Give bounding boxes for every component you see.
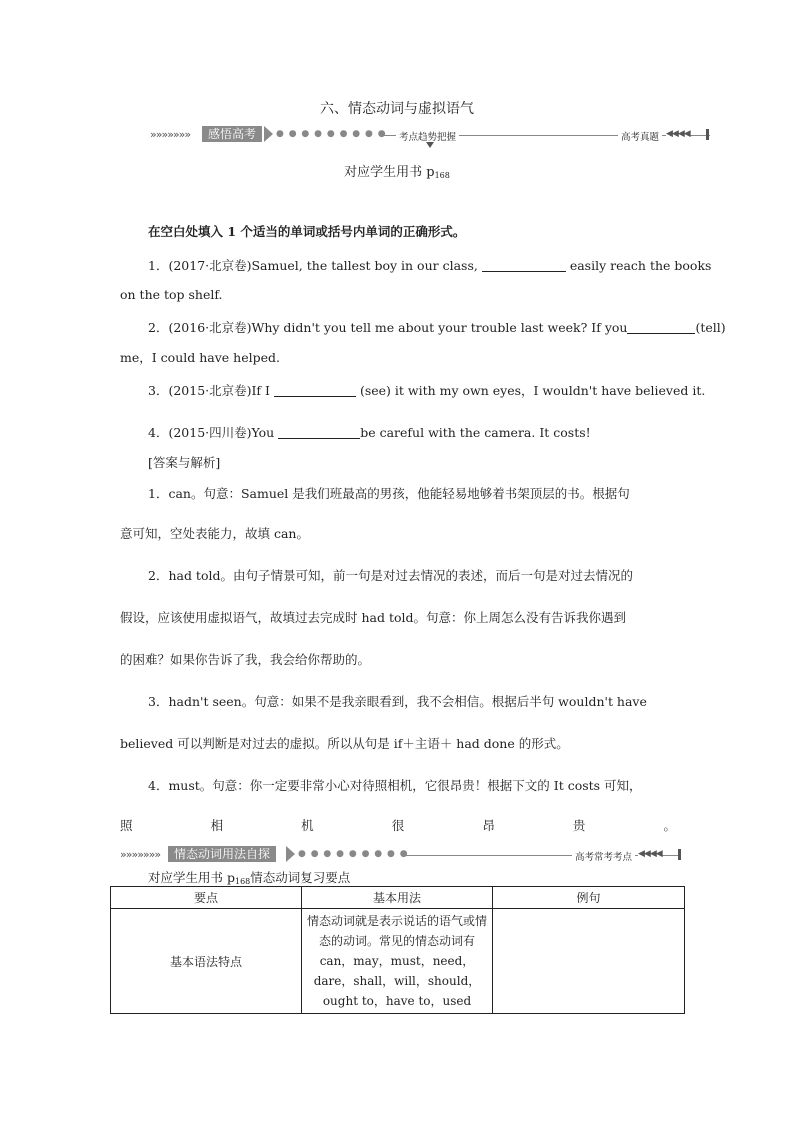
question-1 <box>148 256 711 274</box>
q3-text-2: (see) it with my own eyes，I wouldn't have believed it. <box>359 383 706 398</box>
answer-2-line-1: 2．had told。由句子情景可知，前一句是对过去情况的表述，而后一句是对过去情况的 <box>148 568 633 583</box>
end-bar <box>678 849 681 860</box>
question-4 <box>148 423 591 441</box>
caption-page: 168 <box>234 877 251 886</box>
page-title: 六、情态动词与虚拟语气 <box>320 101 474 117</box>
banner-tag-2: 情态动词用法自探 <box>168 846 276 862</box>
answer-3-line-2: believed 可以判断是对过去的虚拟。所以从句是 if＋主语＋ had done 的形式。 <box>120 736 569 751</box>
answer-4-line-1: 4．must。句意：你一定要非常小心对待照相机，它很昂贵！根据下文的 It costs 可知， <box>148 778 642 793</box>
q4-text: 4．(2015·四川卷)You <box>148 425 275 440</box>
cell-point: 基本语法特点 <box>111 909 302 1014</box>
answer-4-char: 相 <box>210 818 224 833</box>
review-table <box>110 886 685 1014</box>
table-row <box>111 909 685 1014</box>
column-header: 基本用法 <box>302 887 493 909</box>
answer-4-char: 照 <box>120 818 133 833</box>
banner-right-label: 高考真题 <box>618 129 662 143</box>
instructions: 在空白处填入 1 个适当的单词或括号内单词的正确形式。 <box>148 224 466 239</box>
table-caption <box>148 868 350 886</box>
subtitle-text: 对应学生用书 p <box>344 165 435 180</box>
cell-usage-text: 情态动词就是表示说话的语气或情态的动词。常见的情态动词有 can，may，must，need，dare，shall，will，should，ought to，have to，used <box>306 914 487 1008</box>
end-bar <box>706 129 709 140</box>
subtitle-page: 168 <box>434 171 450 180</box>
column-header: 要点 <box>111 887 302 909</box>
question-1-cont: on the top shelf. <box>120 287 223 302</box>
q1-text: 1．(2017·北京卷)Samuel, the tallest boy in our class, <box>148 258 478 273</box>
answer-4-char: 贵 <box>572 818 586 833</box>
q2-text-2: (tell) <box>695 320 726 335</box>
table-header-row <box>111 887 685 909</box>
column-header: 例句 <box>493 887 685 909</box>
caption-text: 对应学生用书 p <box>148 870 235 885</box>
q4-text-2: be careful with the camera. It costs! <box>360 425 591 440</box>
chevrons-decoration: »»»»»»» <box>120 848 161 861</box>
answer-4-line-2 <box>120 816 676 834</box>
section-banner <box>150 126 710 144</box>
answer-4-char: 机 <box>301 818 314 833</box>
question-3 <box>148 381 705 399</box>
answer-1-line-1: 1．can。句意：Samuel 是我们班最高的男孩，他能轻易地够着书架顶层的书。根据句 <box>148 486 630 501</box>
q1-blank <box>482 259 566 272</box>
banner-right-label-2: 高考常考考点 <box>572 849 635 863</box>
answer-4-char: 。 <box>663 818 676 833</box>
answer-2-line-3: 的困难？如果你告诉了我，我会给你帮助的。 <box>120 652 371 667</box>
answer-2-line-2: 假设，应该使用虚拟语气，故填过去完成时 had told。句意：你上周怎么没有告诉我你遇到 <box>120 610 627 625</box>
answer-4-char: 很 <box>391 818 405 833</box>
subtitle <box>0 161 794 180</box>
q4-blank <box>278 426 360 439</box>
arrow-right-icon <box>286 846 295 862</box>
q2-text: 2．(2016·北京卷)Why didn't you tell me about your trouble last week? If you <box>148 320 628 335</box>
q2-blank <box>627 321 695 334</box>
dots-decoration: ● ● ● ● ● ● ● ● ● <box>298 849 409 859</box>
cell-example <box>493 909 685 1014</box>
answer-1-line-2: 意可知，空处表能力，故填 can。 <box>120 526 309 541</box>
q3-blank <box>274 384 356 397</box>
cell-usage <box>302 909 493 1014</box>
answer-3-line-1: 3．hadn't seen。句意：如果不是我亲眼看到，我不会相信。根据后半句 wouldn't have <box>148 694 647 709</box>
q3-text: 3．(2015·北京卷)If I <box>148 383 270 398</box>
answers-heading: [答案与解析] <box>148 455 221 470</box>
q1-text-2: easily reach the books <box>569 258 712 273</box>
banner-tag: 感悟高考 <box>202 126 262 142</box>
dots-decoration: ● ● ● ● ● ● ● ● ● <box>276 129 387 139</box>
question-2 <box>148 318 726 336</box>
caption-text-2: 情态动词复习要点 <box>250 870 351 885</box>
triangle-down-icon <box>426 142 434 148</box>
banner-center-label: 考点趋势把握 <box>396 129 459 143</box>
question-2-cont: me，I could have helped. <box>120 350 280 365</box>
arrow-right-icon <box>264 126 273 142</box>
end-arrows-decoration: ◀◀◀◀ <box>638 849 662 859</box>
section-banner-2 <box>120 846 682 864</box>
answer-4-char: 昂 <box>482 818 495 833</box>
chevrons-decoration: »»»»»»» <box>150 128 191 141</box>
end-arrows-decoration: ◀◀◀◀ <box>666 129 690 139</box>
